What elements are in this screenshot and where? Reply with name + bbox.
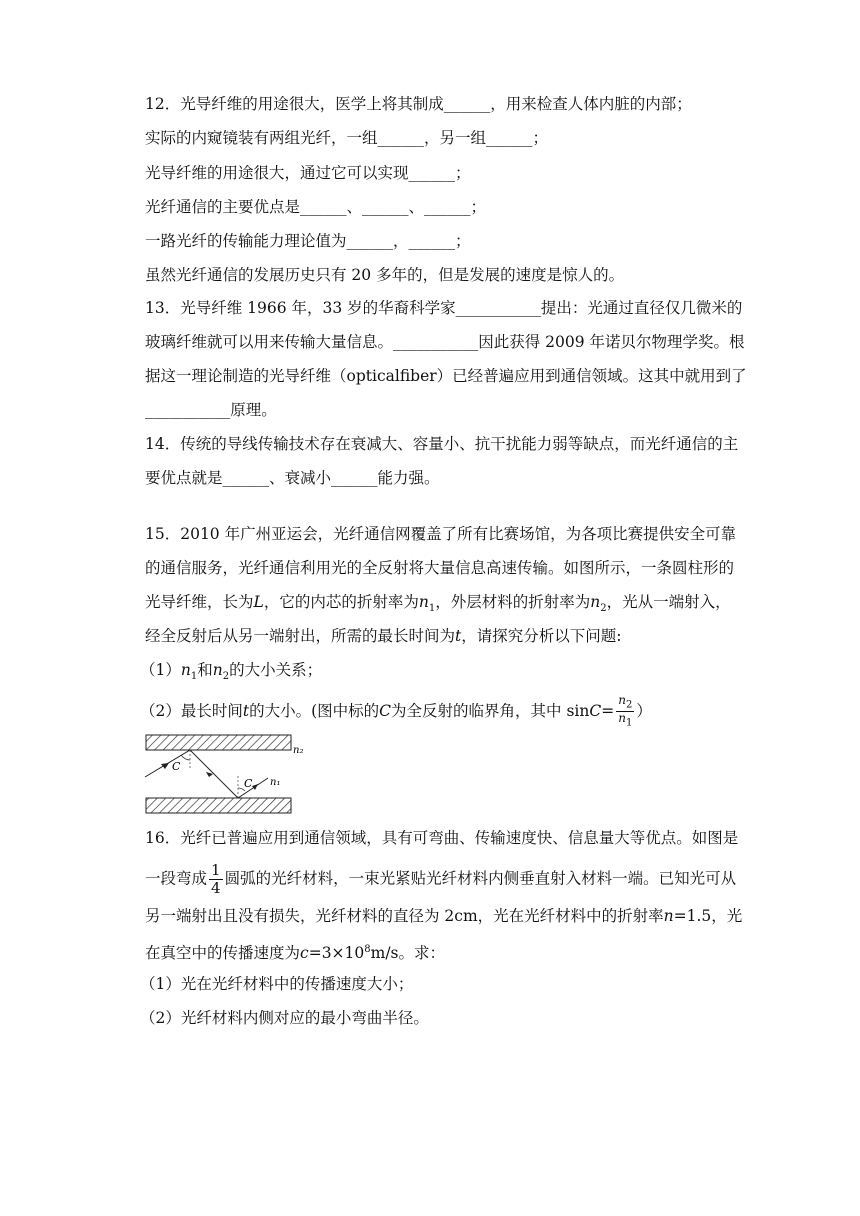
label-C-top: C — [172, 760, 181, 773]
text: 另一端射出且没有损失，光纤材料的直径为 2cm，光在光纤材料中的折射率 — [145, 907, 664, 925]
text: m/s。求： — [370, 944, 446, 963]
text: =1.5，光 — [673, 907, 743, 925]
q15-line-4 — [145, 626, 621, 646]
q12-line-1: 12．光导纤维的用途很大，医学上将其制成______，用来检查人体内脏的内部； — [145, 95, 692, 113]
text: （2）最长时间 — [140, 701, 243, 720]
q15-part-1 — [140, 660, 322, 687]
ray-arrow-3 — [252, 784, 258, 790]
text: 光导纤维，长为 — [145, 593, 254, 611]
q14-line-1: 14．传统的导线传输技术存在衰减大、容量小、抗干扰能力弱等缺点，而光纤通信的主 — [145, 435, 739, 453]
var-L: L — [253, 593, 264, 611]
frac-num: 1 — [211, 861, 221, 879]
var-n2: n — [212, 661, 223, 679]
q13-line-4: ___________原理。 — [145, 401, 277, 419]
text: 和 — [197, 661, 213, 679]
q16-line-3 — [145, 906, 742, 926]
q13-line-2: 玻璃纤维就可以用来传输大量信息。___________因此获得 2009 年诺贝尔物理学奖。根 — [145, 333, 745, 351]
var-t: t — [455, 627, 462, 645]
text: = — [601, 701, 615, 720]
angle-arc-top — [181, 755, 190, 760]
text: =3×10 — [308, 944, 365, 963]
frac-den: 4 — [211, 879, 221, 897]
frac-num — [616, 694, 634, 712]
text: 经全反射后从另一端射出，所需的最长时间为 — [145, 627, 456, 645]
text: 圆弧的光纤材料，一束光紧贴光纤材料内侧垂直射入材料一端。已知光可从 — [224, 869, 737, 888]
sub-2: 2 — [222, 671, 230, 683]
text: ，光从一端射入， — [606, 593, 731, 611]
label-n2: n₂ — [293, 745, 304, 756]
q15-part-2 — [140, 694, 652, 730]
fraction-one-quarter — [209, 862, 223, 897]
sub-1: 1 — [428, 603, 436, 615]
var-C: C — [379, 701, 392, 720]
label-C-bottom: C — [244, 777, 253, 790]
q13-line-3: 据这一理论制造的光导纤维（opticalfiber）已经普遍应用到通信领域。这其中就用到了 — [145, 367, 747, 385]
light-ray — [145, 750, 268, 798]
sub-2: 2 — [625, 699, 633, 711]
var-n2: n — [590, 593, 601, 611]
q16-line-1: 16．光纤已普遍应用到通信领域，具有可弯曲、传输速度快、信息量大等优点。如图是 — [145, 829, 739, 847]
outer-layer-bottom — [146, 798, 291, 813]
q15-line-1: 15．2010 年广州亚运会，光纤通信网覆盖了所有比赛场馆，为各项比赛提供安全可靠 — [145, 525, 737, 543]
fiber-diagram — [140, 730, 304, 820]
sub-1: 1 — [625, 717, 633, 729]
q13-line-1: 13．光导纤维 1966 年，33 岁的华裔科学家___________提出：光通过直径仅几微米的 — [145, 299, 743, 317]
text: ，它的内芯的折射率为 — [263, 593, 419, 611]
q12-line-2: 实际的内窥镜装有两组光纤，一组______，另一组______； — [145, 129, 549, 147]
var-n1: n — [618, 711, 626, 726]
q16-part-1: （1）光在光纤材料中的传播速度大小； — [140, 975, 414, 993]
q16-line-2 — [145, 862, 736, 897]
ray-arrow-2 — [206, 772, 213, 777]
var-t: t — [242, 701, 250, 720]
text: （1） — [140, 661, 181, 679]
var-c: c — [300, 944, 309, 963]
q15-line-3 — [145, 592, 731, 619]
frac-den — [616, 712, 634, 729]
sub-2: 2 — [600, 603, 607, 615]
text: 在真空中的传播速度为 — [145, 944, 301, 963]
ray-arrow-1 — [161, 763, 169, 769]
var-n1: n — [180, 661, 191, 679]
var-n1: n — [418, 593, 429, 611]
sub-1: 1 — [190, 671, 198, 683]
text: 的大小关系； — [229, 661, 323, 679]
q12-line-3: 光导纤维的用途很大，通过它可以实现______； — [145, 164, 471, 182]
text: ） — [636, 701, 652, 720]
var-C: C — [589, 701, 602, 720]
text: ，请探究分析以下问题: — [461, 627, 622, 645]
text: 为全反射的临界角，其中 sin — [391, 701, 590, 720]
q14-line-2: 要优点就是______、衰减小______能力强。 — [145, 469, 440, 487]
q12-line-6: 虽然光纤通信的发展历史只有 20 多年的，但是发展的速度是惊人的。 — [145, 266, 625, 284]
q12-line-5: 一路光纤的传输能力理论值为______，______； — [145, 232, 471, 250]
q12-line-4: 光纤通信的主要优点是______、______、______； — [145, 198, 487, 216]
q16-part-2: （2）光纤材料内侧对应的最小弯曲半径。 — [140, 1009, 429, 1027]
q16-line-4 — [145, 940, 445, 963]
var-n: n — [663, 907, 674, 925]
var-n2: n — [618, 693, 626, 707]
text: ，外层材料的折射率为 — [435, 593, 591, 611]
text: 一段弯成 — [145, 869, 208, 888]
fraction-n2-n1 — [616, 694, 634, 730]
exponent: 8 — [364, 944, 371, 955]
q15-line-2: 的通信服务，光纤通信利用光的全反射将大量信息高速传输。如图所示，一条圆柱形的 — [145, 559, 735, 577]
text: 的大小。(图中标的 — [249, 701, 380, 720]
label-n1: n₁ — [270, 777, 281, 788]
outer-layer-top — [146, 735, 291, 750]
